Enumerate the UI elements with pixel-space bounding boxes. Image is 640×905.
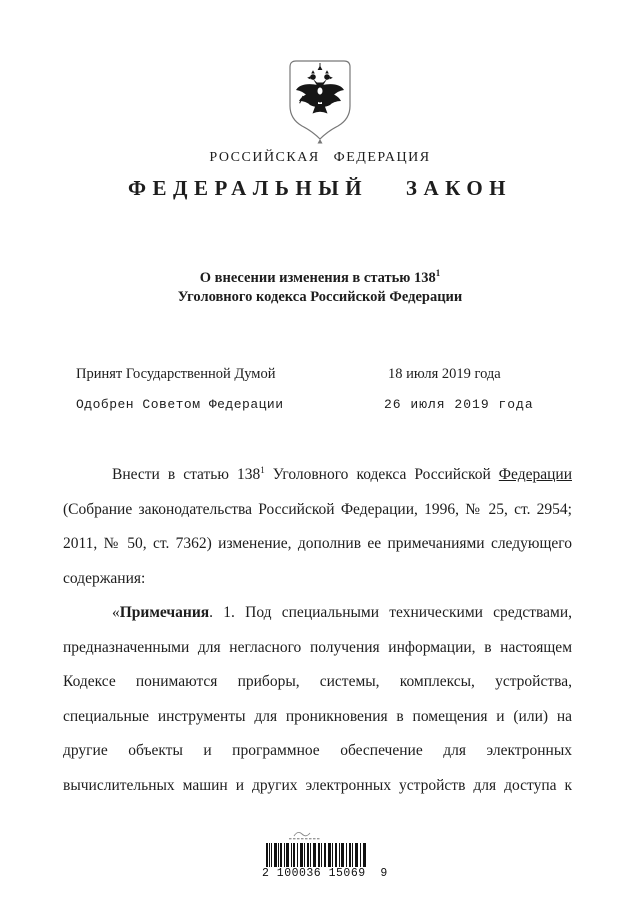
notes-keyword: Примечания — [119, 604, 210, 621]
body-line-6: предназначенными для негласного получения информации, в настоящем — [63, 638, 572, 656]
body-line-8: специальные инструменты для проникновения в помещения и (или) на — [63, 707, 572, 725]
document-type-header: ФЕДЕРАЛЬНЫЙ ЗАКОН — [128, 176, 512, 200]
duma-adoption-date: 18 июля 2019 года — [388, 366, 501, 382]
law-title — [0, 269, 640, 307]
council-approval-date: 26 июля 2019 года — [384, 397, 534, 412]
council-approval-label: Одобрен Советом Федерации — [76, 397, 284, 412]
barcode-bars — [266, 843, 367, 867]
body-line-7: Кодексе понимаются приборы, системы, комплексы, устройства, — [63, 673, 572, 690]
law-title-line1: О внесении изменения в статью $138^1$ — [199, 268, 441, 286]
registration-barcode — [262, 830, 388, 882]
body-line-9: другие объекты и программное обеспечение для электронных — [63, 742, 572, 759]
body-line-5: «Примечания. 1. Под специальными техническими средствами, — [112, 604, 572, 621]
body-line-3: 2011, № 50, ст. 7362) изменение, дополнив ее примечаниями следующего — [63, 535, 572, 552]
law-body-text — [63, 458, 572, 803]
micro-print-mark — [288, 830, 324, 841]
body-line-10: вычислительных машин и других электронных устройств для доступа к — [63, 776, 572, 794]
body-line-2: (Собрание законодательства Российской Федерации, 1996, № 25, ст. 2954; — [63, 500, 572, 518]
law-title-line2: Уголовного кодекса Российской Федерации — [177, 289, 463, 305]
body-line-4: содержания: — [63, 569, 146, 587]
article-superscript: 1 — [435, 268, 441, 279]
country-header: РОССИЙСКАЯ ФЕДЕРАЦИЯ — [209, 150, 431, 165]
coat-of-arms-icon — [289, 60, 351, 148]
article-superscript: 1 — [260, 464, 265, 475]
barcode-digits: 2 100036 15069 9 — [262, 867, 388, 880]
body-line-1: Внести в статью $138^1$ Уголовного кодекса Российской Федерации — [112, 464, 572, 483]
duma-adoption-label: Принят Государственной Думой — [76, 366, 276, 382]
